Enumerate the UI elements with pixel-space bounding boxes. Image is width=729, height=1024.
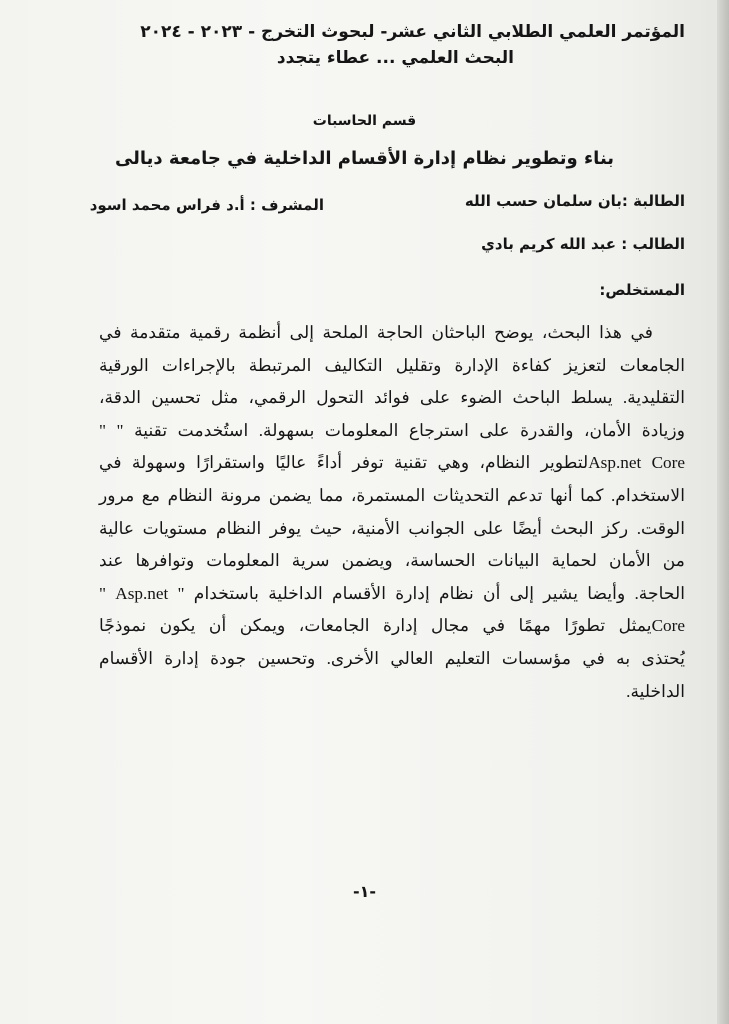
abstract-line: وزيادة الأمان، والقدرة على استرجاع المعلومات بسهولة. استُخدمت تقنية " ": [99, 420, 685, 440]
student-name-2: الطالب : عبد الله كريم بادي: [481, 235, 685, 253]
abstract-line: التقليدية. يسلط الباحث الضوء على فوائد التحول الرقمي، مثل تحسين الدقة،: [99, 388, 685, 408]
abstract-line: يُحتذى به في مؤسسات التعليم العالي الأخرى. وتحسين جودة إدارة الأقسام: [99, 648, 685, 668]
abstract-line: الحاجة. وأيضا يشير إلى أن نظام إدارة الأقسام الداخلية باستخدام " Asp.net ": [99, 583, 685, 603]
page-number: -١-: [352, 882, 377, 901]
abstract-line: الوقت. ركز البحث أيضًا على الجوانب الأمنية، حيث يوفر النظام مستويات عالية: [99, 518, 685, 538]
department-name: قسم الحاسبات: [312, 113, 417, 129]
abstract-body: [99, 317, 685, 708]
abstract-line: Asp.net Coreلتطوير النظام، وهي تقنية توفر أداءً عاليًا واستقرارًا وسهولة في: [99, 453, 685, 473]
paper-title: بناء وتطوير نظام إدارة الأقسام الداخلية في جامعة ديالى: [114, 148, 615, 169]
supervisor-name: المشرف : أ.د فراس محمد اسود: [89, 196, 324, 214]
conference-header: المؤتمر العلمي الطلابي الثاني عشر- لبحوث التخرج - ٢٠٢٣ - ٢٠٢٤: [140, 22, 685, 42]
abstract-line: الداخلية.: [626, 681, 685, 701]
abstract-heading: المستخلص:: [599, 281, 685, 299]
abstract-line: Coreيمثل تطورًا مهمًا في مجال إدارة الجامعات، ويمكن أن يكون نموذجًا: [99, 616, 685, 636]
abstract-line: في هذا البحث، يوضح الباحثان الحاجة الملحة إلى أنظمة رقمية متقدمة في: [99, 323, 653, 342]
abstract-line: الجامعات لتعزيز كفاءة الإدارة وتقليل التكاليف المرتبطة بالإجراءات الورقية: [99, 355, 685, 375]
abstract-line: الاستخدام. كما أنها تدعم التحديثات المستمرة، مما يضمن مرونة النظام مع مرور: [99, 485, 685, 505]
abstract-line: من الأمان لحماية البيانات الحساسة، ويضمن سرية المعلومات وتوافرها عند: [99, 551, 685, 571]
student-name-1: الطالبة :بان سلمان حسب الله: [464, 192, 685, 210]
conference-slogan: البحث العلمي ... عطاء يتجدد: [276, 48, 514, 68]
